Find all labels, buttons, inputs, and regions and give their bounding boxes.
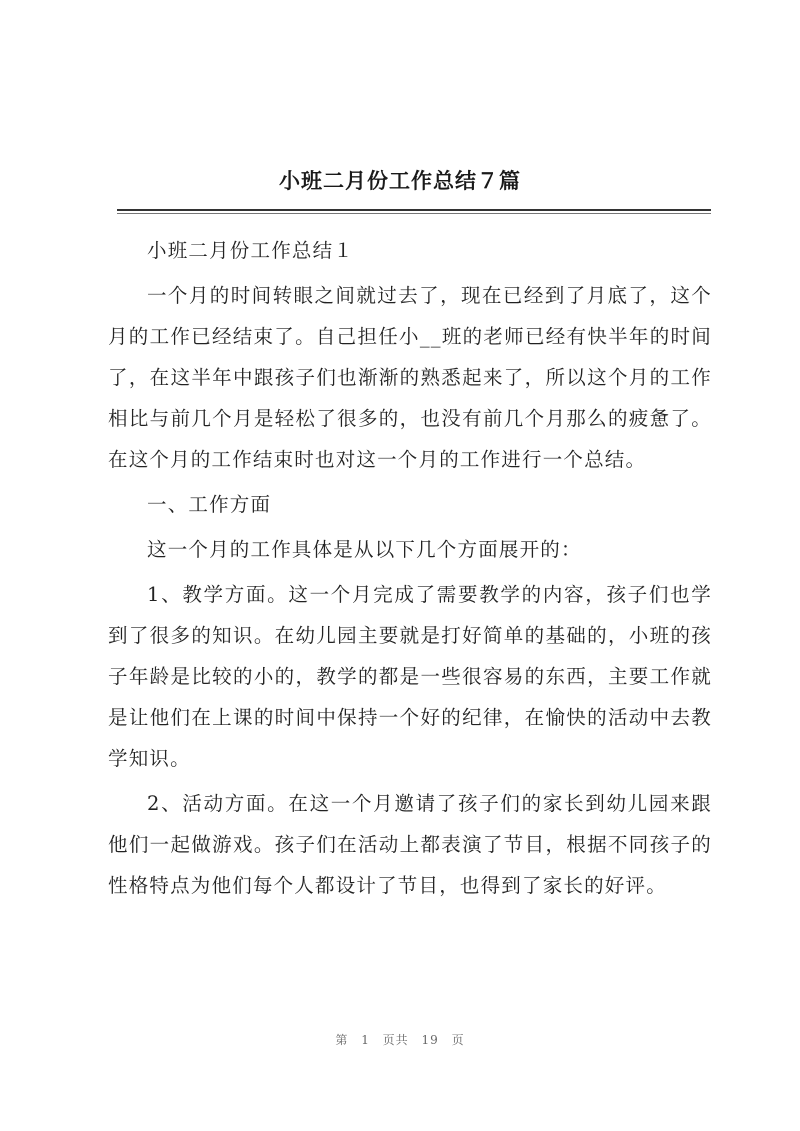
document-body — [108, 230, 712, 906]
section-heading: 小班二月份工作总结１ — [147, 239, 355, 262]
paragraph: 一个月的时间转眼之间就过去了，现在已经到了月底了，这个月的工作已经结束了。自己担任小__班的老师已经有快半年的时间了，在这半年中跟孩子们也渐渐的熟悉起来了，所以这个月的工作相比与前几个月是轻松了很多的，也没有前几个月那么的疲惫了。在这个月的工作结束时也对这一个月的工作进行一个总结。 — [108, 284, 712, 471]
footer-label-page: 第 — [335, 1033, 349, 1047]
document-title: 小班二月份工作总结７篇 — [279, 169, 521, 193]
footer-total-pages: 19 — [421, 1033, 439, 1047]
footer-label-of: 页共 — [382, 1033, 409, 1047]
footer-label-end: 页 — [451, 1033, 465, 1047]
title-divider — [117, 209, 711, 211]
subheading: 一、工作方面 — [147, 493, 272, 516]
paragraph: 1、教学方面。这一个月完成了需要教学的内容，孩子们也学到了很多的知识。在幼儿园主要就是打好简单的基础的，小班的孩子年龄是比较的小的，教学的都是一些很容易的东西，主要工作就是让他们在上课的时间中保持一个好的纪律，在愉快的活动中去教学知识。 — [108, 583, 712, 770]
paragraph: 这一个月的工作具体是从以下几个方面展开的： — [147, 538, 582, 561]
footer-current-page: 1 — [361, 1033, 370, 1047]
page-footer — [0, 1031, 800, 1048]
paragraph: 2、活动方面。在这一个月邀请了孩子们的家长到幼儿园来跟他们一起做游戏。孩子们在活动上都表演了节目，根据不同孩子的性格特点为他们每个人都设计了节目，也得到了家长的好评。 — [108, 792, 712, 897]
title-divider-thin — [117, 213, 711, 214]
